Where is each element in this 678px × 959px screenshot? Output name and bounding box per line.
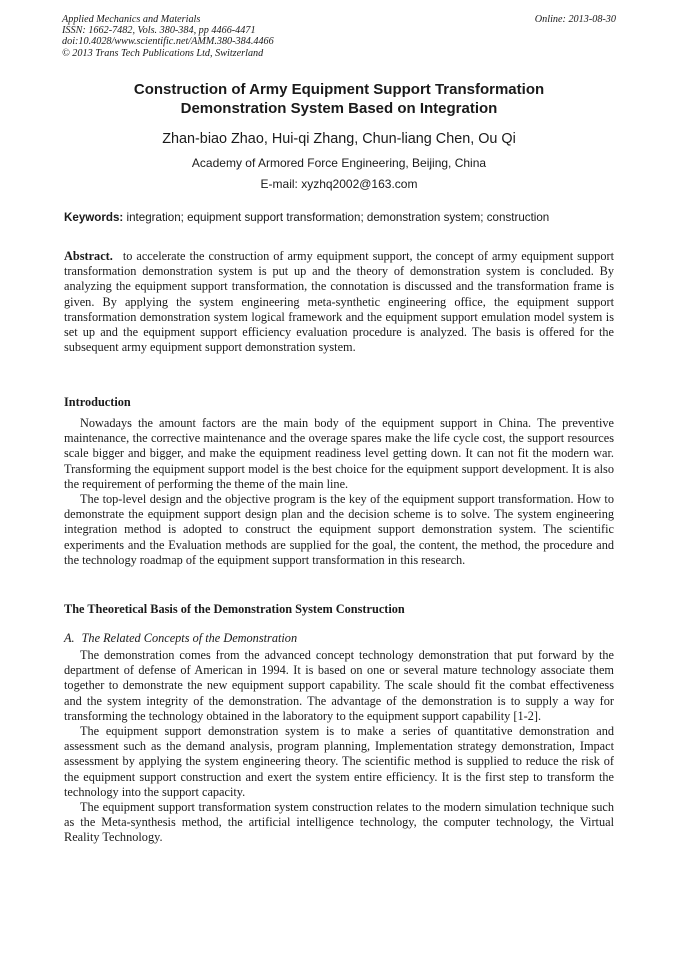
theory-paragraph: The equipment support demonstration system is to make a series of quantitative demonstration and assessment such as the demand analysis, program planning, Implementation strategy demonstration, Impact assessment by applying the system engineering theory. The scientific method is supplied to reduce the risk of the equipment support construction and exert the system entire efficiency. It is the first step to transform the technology into the support capacity. bbox=[64, 724, 614, 799]
theory-heading: The Theoretical Basis of the Demonstration System Construction bbox=[64, 602, 405, 616]
title-line-2: Demonstration System Based on Integration bbox=[180, 100, 498, 117]
abstract-label: Abstract. bbox=[64, 249, 113, 263]
online-date: Online: 2013-08-30 bbox=[534, 14, 616, 25]
theory-paragraph: The equipment support transformation system construction relates to the modern simulation technique such as the Meta-synthesis method, the artificial intelligence technology, the computer technology, the Virtual Reality Technology. bbox=[64, 800, 614, 845]
issn-line: ISSN: 1662-7482, Vols. 380-384, pp 4466-4471 bbox=[62, 25, 256, 37]
title-line-1: Construction of Army Equipment Support Transformation bbox=[133, 81, 545, 98]
author-list: Zhan-biao Zhao, Hui-qi Zhang, Chun-liang Chen, Ou Qi bbox=[162, 131, 516, 147]
theory-paragraph: The demonstration comes from the advanced concept technology demonstration that put forward by the department of defense of American in 1994. It is based on one or several mature technology associate them together to demonstrate the new equipment support capability. The scale should fit the combat effectiveness and the system integrity of the demonstration. The advantage of the demonstration is to supply a way for transforming the technology obtained in the laboratory to the equipment support capability [1-2]. bbox=[64, 648, 614, 723]
keywords-text: integration; equipment support transformation; demonstration system; construction bbox=[126, 211, 550, 224]
keywords-label: Keywords: bbox=[64, 211, 124, 224]
theory-body bbox=[64, 648, 614, 846]
paper-title bbox=[40, 80, 638, 118]
running-header bbox=[62, 14, 616, 59]
intro-paragraph: Nowadays the amount factors are the main body of the equipment support in China. The preventive maintenance, the corrective maintenance and the overage spares make the life cycle cost, the support resources scale bigger and bigger, and make the equipment readiness level getting down. It can not fit the modern war. Transforming the equipment support model is the best choice for the equipment support development. It is also the requirement of performing the theme of the main line. bbox=[64, 416, 614, 491]
introduction-body bbox=[64, 416, 614, 568]
subsection-title: The Related Concepts of the Demonstration bbox=[81, 631, 298, 645]
intro-paragraph: The top-level design and the objective program is the key of the equipment support transformation. How to demonstrate the equipment support design plan and the decision scheme is to solve. The system engineering integration method is adopted to construct the equipment support demonstration system. The scientific experiments and the Evaluation methods are supplied for the goal, the content, the method, the procedure and the technology roadmap of the equipment support transformation in this research. bbox=[64, 492, 614, 567]
journal-name: Applied Mechanics and Materials bbox=[62, 14, 201, 25]
subsection-number: A. bbox=[64, 631, 75, 645]
abstract-section bbox=[64, 249, 614, 355]
subsection-heading bbox=[64, 631, 297, 646]
author-email: E-mail: xyzhq2002@163.com bbox=[260, 177, 418, 191]
abstract-paragraph bbox=[64, 249, 614, 355]
keywords-line bbox=[64, 211, 616, 225]
affiliation: Academy of Armored Force Engineering, Beijing, China bbox=[191, 156, 487, 170]
abstract-text: to accelerate the construction of army equipment support, the concept of army equipment support transformation demonstration system is put up and the theory of demonstration system is concluded. By analyzing the equipment support transformation, the connotation is discussed and the transformation frame is given. By applying the system engineering meta-synthetic engineering office, the equipment support transformation demonstration system logical framework and the equipment support emulation model system is set up and the equipment support efficiency evaluation procedure is analyzed. The basis is offered for the subsequent army equipment support demonstration system. bbox=[64, 249, 614, 355]
doi-line: doi:10.4028/www.scientific.net/AMM.380-384.4466 bbox=[62, 36, 274, 48]
introduction-heading: Introduction bbox=[64, 395, 131, 409]
copyright-line: © 2013 Trans Tech Publications Ltd, Switzerland bbox=[62, 47, 264, 59]
